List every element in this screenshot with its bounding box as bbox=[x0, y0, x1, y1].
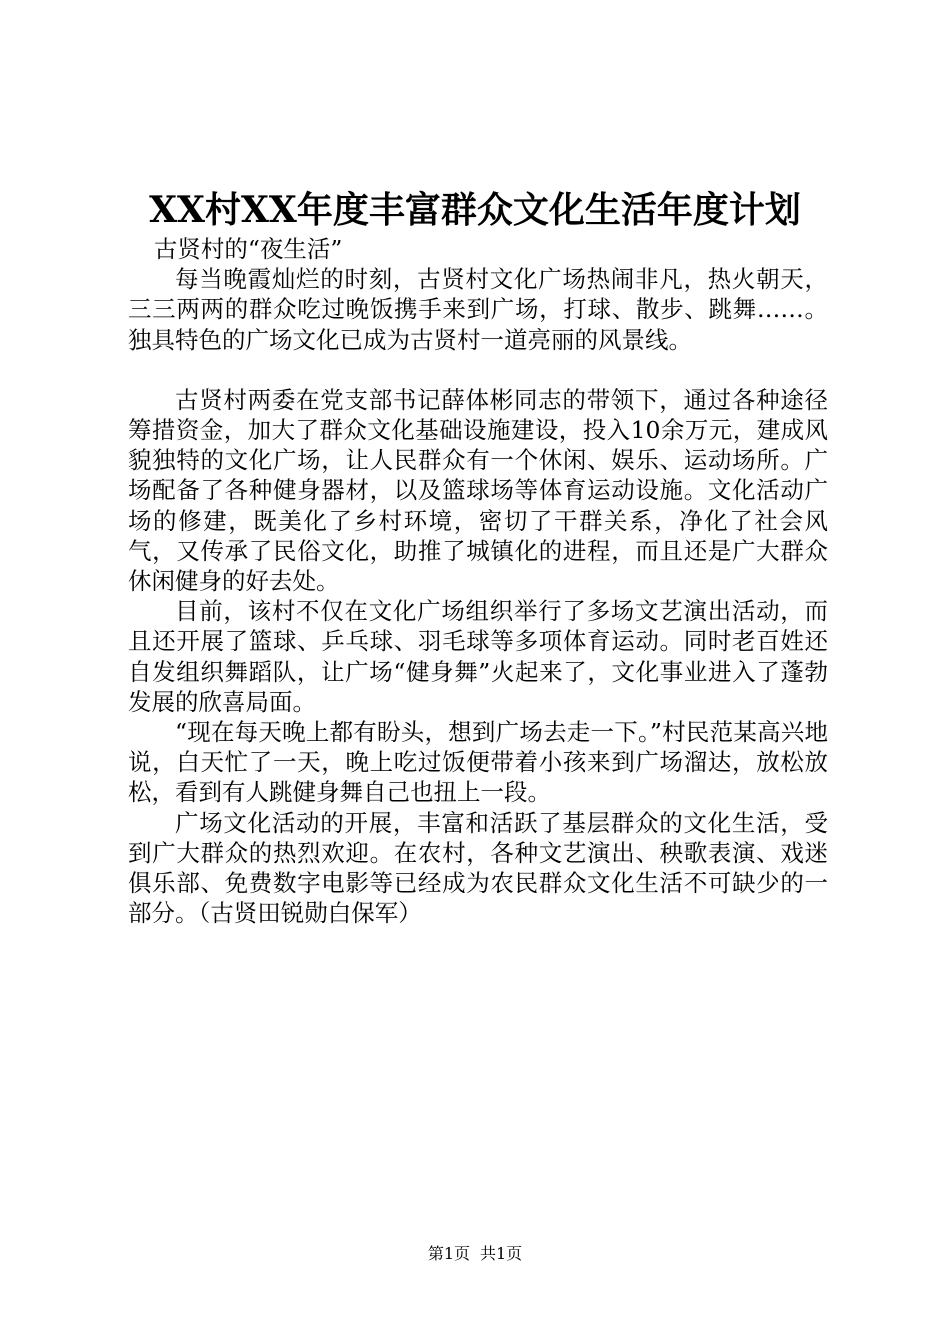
page-number: 第1页 bbox=[427, 1244, 470, 1263]
document-body bbox=[128, 234, 828, 928]
paragraph: 每当晚霞灿烂的时刻，古贤村文化广场热闹非凡，热火朝天，三三两两的群众吃过晚饭携手来到广场，打球、散步、跳舞……。独具特色的广场文化已成为古贤村一道亮丽的风景线。 bbox=[128, 265, 828, 354]
paragraph: 古贤村两委在党支部书记薛体彬同志的带领下，通过各种途径筹措资金，加大了群众文化基础设施建设，投入10余万元，建成风貌独特的文化广场，让人民群众有一个休闲、娱乐、运动场所。广场配备了各种健身器材，以及篮球场等体育运动设施。文化活动广场的修建，既美化了乡村环境，密切了干群关系，净化了社会风气，又传承了民俗文化，助推了城镇化的进程，而且还是广大群众休闲健身的好去处。 bbox=[128, 385, 828, 596]
paragraph-spacer bbox=[128, 355, 828, 385]
page-footer bbox=[0, 1243, 950, 1265]
document-title: XX村XX年度丰富群众文化生活年度计划 bbox=[149, 189, 801, 231]
paragraph: “现在每天晚上都有盼头，想到广场去走一下。”村民范某高兴地说，白天忙了一天，晚上吃过饭便带着小孩来到广场溜达，放松放松，看到有人跳健身舞自己也扭上一段。 bbox=[128, 718, 828, 807]
paragraph: 广场文化活动的开展，丰富和活跃了基层群众的文化生活，受到广大群众的热烈欢迎。在农村，各种文艺演出、秧歌表演、戏迷俱乐部、免费数字电影等已经成为农民群众文化生活不可缺少的一部分。（古贤田锐勋白保军） bbox=[128, 808, 828, 928]
paragraph: 目前，该村不仅在文化广场组织举行了多场文艺演出活动，而且还开展了篮球、乒乓球、羽毛球等多项体育运动。同时老百姓还自发组织舞蹈队，让广场“健身舞”火起来了，文化事业进入了蓬勃发展的欣喜局面。 bbox=[128, 597, 828, 716]
page-total: 共1页 bbox=[480, 1244, 523, 1263]
section-heading: 古贤村的“夜生活” bbox=[153, 235, 343, 263]
